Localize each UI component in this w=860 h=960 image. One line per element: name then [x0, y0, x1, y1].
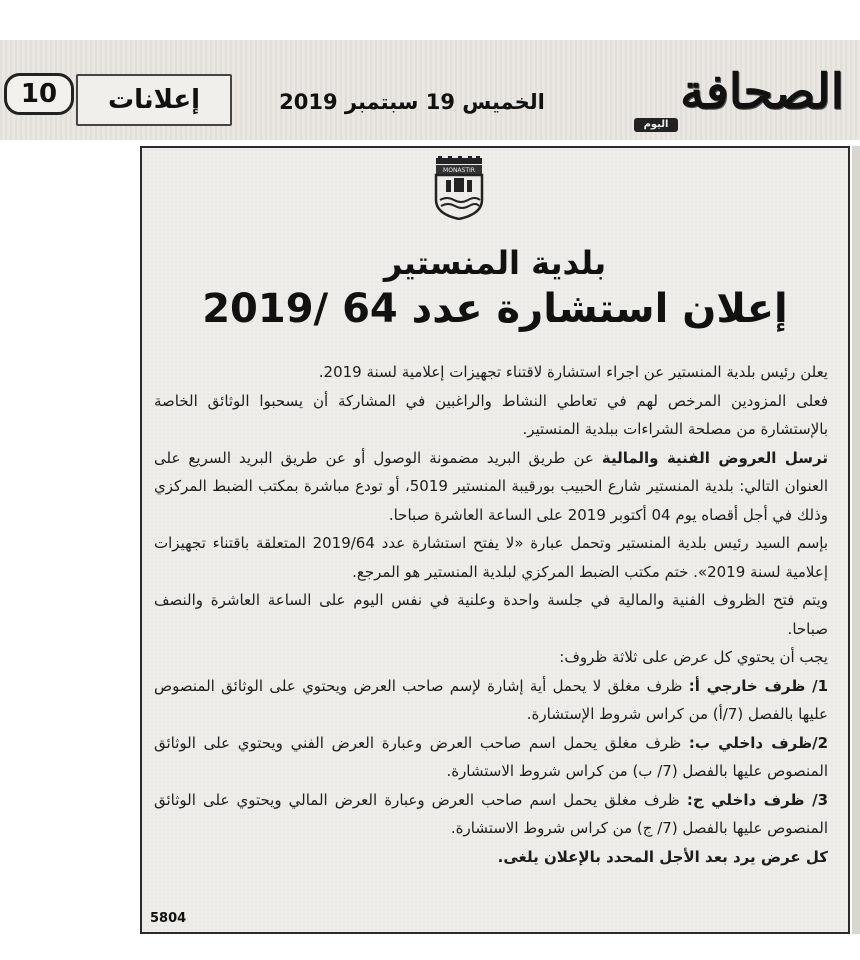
envelope-lead: 1/ ظرف خارجي أ: [688, 676, 829, 695]
reference-number: 5804 [150, 911, 187, 926]
envelope-item [154, 786, 828, 843]
envelope-text: ظرف مغلق يحمل اسم صاحب العرض وعبارة العرض الفني ويحتوي على الوثائق المنصوص عليها بالفصل (7/ ب) من كراس شروط الاستشارة. [154, 733, 828, 780]
send-lead: ترسل العروض الفنية والمالية [601, 448, 828, 467]
envelope-text: ظرف مغلق لا يحمل أية إشارة لإسم صاحب العرض ويحتوي على الوثائق المنصوص عليها بالفصل (7/أ) من كراس شروط الإستشارة. [154, 676, 828, 723]
paragraph-intro: يعلن رئيس بلدية المنستير عن اجراء استشارة لاقتناء تجهيزات إعلامية لسنة 2019. [318, 363, 828, 381]
paragraph-mention: بإسم السيد رئيس بلدية المنستير وتحمل عبارة «لا يفتح استشارة عدد 2019/64 المتعلقة باقتناء تجهيزات إعلامية لسنة 2019». ختم مكتب الضبط المركزي لبلدية المنستير هو المرجع. [154, 534, 829, 581]
envelope-text: ظرف مغلق يحمل اسم صاحب العرض وعبارة العرض المالي ويحتوي على الوثائق المنصوص عليها بالفصل (7/ ج) من كراس شروط الاستشارة. [154, 790, 828, 837]
paragraph-suppliers: فعلى المزودين المرخص لهم في تعاطي النشاط والراغبين في المشاركة أن يسحبوا الوثائق الخاصة بالإستشارة من مصلحة الشراءات ببلدية المنستير. [154, 391, 828, 438]
paragraph-send [154, 444, 828, 530]
notice-body [154, 358, 828, 871]
newspaper-logo [612, 64, 848, 134]
notice-title: إعلان استشارة عدد 64 /2019 [202, 286, 788, 332]
page-gutter [852, 146, 860, 934]
envelope-item [154, 729, 828, 786]
closing-line [154, 843, 828, 872]
municipality-crest-icon [432, 156, 486, 220]
logo-name: الصحافة [680, 64, 844, 120]
paragraph-envelopes-intro: يجب أن يحتوي كل عرض على ثلاثة ظروف: [559, 648, 828, 666]
newspaper-header [0, 40, 860, 140]
envelope-lead: 3/ ظرف داخلي ج: [686, 790, 828, 809]
page-number-badge: 10 [4, 73, 74, 115]
closing-text: كل عرض يرد بعد الأجل المحدد بالإعلان يلغى. [497, 847, 828, 866]
paragraph-opening: ويتم فتح الظروف الفنية والمالية في جلسة واحدة وعلنية في نفس اليوم على الساعة العاشرة والنصف صباحا. [154, 591, 828, 638]
issue-date: الخميس 19 سبتمبر 2019 [279, 90, 545, 114]
municipality-name: بلدية المنستير [383, 244, 607, 282]
send-text: عن طريق البريد مضمونة الوصول أو عن طريق البريد السريع على العنوان التالي: بلدية المنستير شارع الحبيب بورقيبة المنستير 5019، أو تودع مباشرة بمكتب الضبط المركزي وذلك في أجل أقصاه يوم 04 أكتوبر 2019 على الساعة العاشرة صباحا. [154, 448, 829, 524]
section-label: إعلانات [76, 74, 232, 126]
crest-label: MONASTIR [443, 167, 475, 174]
notice-box [140, 146, 850, 934]
logo-sub: اليوم [634, 118, 678, 132]
envelope-lead: 2/ظرف داخلي ب: [688, 733, 828, 752]
envelope-item [154, 672, 828, 729]
